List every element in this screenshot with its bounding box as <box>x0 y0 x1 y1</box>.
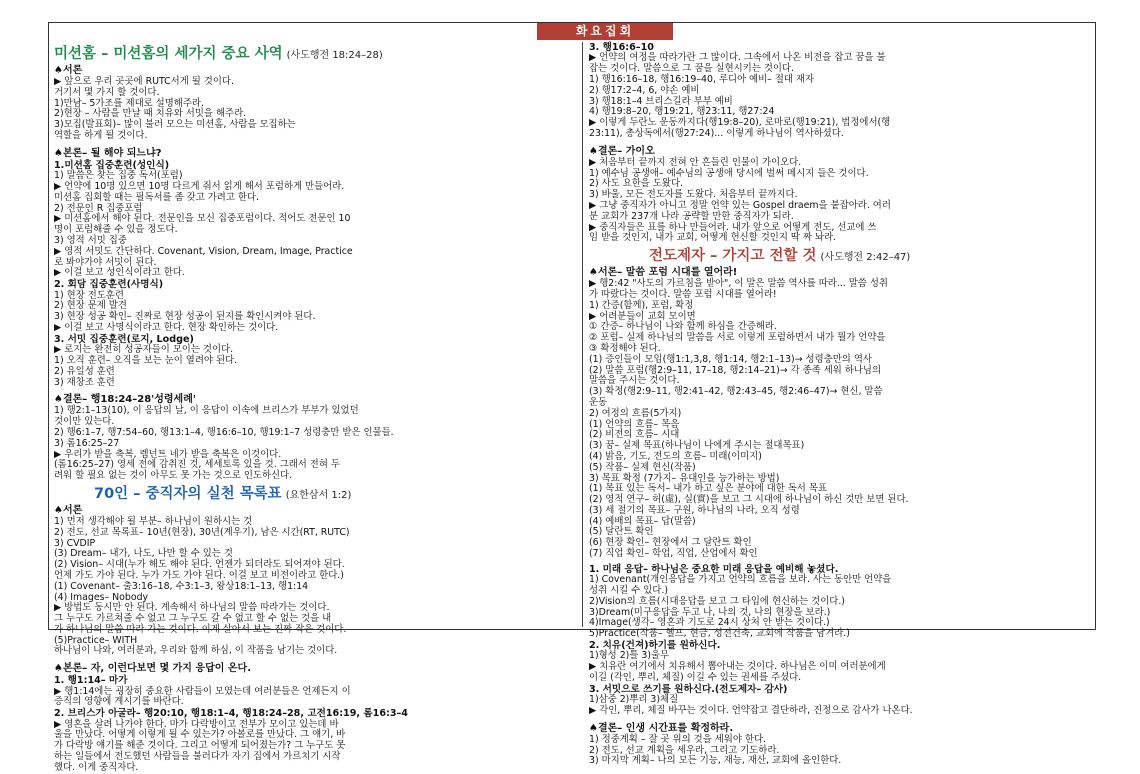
text-line: 잡는 것이다. 말씀으로 그 꿈을 실현시키는 것이다. <box>589 63 794 75</box>
subsection-label: 1.미션홈 집중훈련(성인식) <box>54 159 170 171</box>
text-line: ▶ 우리가 받을 축복, 렘넌트 네가 받을 축복은 이것이다. <box>54 448 282 460</box>
text-line: 증직의 영향에 계시기를 바란다. <box>54 696 184 708</box>
text-block <box>54 505 576 657</box>
text-line: (1) 목표 있는 독서– 내가 하고 싶은 분야에 대한 독서 목표 <box>589 483 827 495</box>
text-line: 3) 마지막 계획– 나의 모든 기능, 재능, 재산, 교회에 올인한다. <box>589 755 842 767</box>
text-line: 1) 예수님 공생애– 예수님의 공생애 당시에 벌써 메시지 들은 것이다. <box>589 167 869 179</box>
text-line: 하나님이 나와, 여러분과, 우리와 함께 하심, 이 작품을 남기는 것이다. <box>54 645 338 657</box>
text-line: ▶ 이렇게 두란노 운동까지다(행19:8–20), 로마로(행19:21), 법정에서(행 <box>589 117 891 129</box>
text-line: 1) 정중계획 – 잘 곳 위의 것을 세워야 한다. <box>589 733 766 745</box>
text-line: 3) CVDIP <box>54 537 96 549</box>
text-line: ▶ 각인, 뿌리, 체질 바꾸는 것이다. 언약잡고 결단하라, 진정으로 감사가 나온다. <box>589 705 913 717</box>
text-line: ▶ 영적 서밋도 간단하다. Covenant, Vision, Dream, Image, Practice <box>54 245 353 257</box>
text-line: 하는 일들에서 전도했던 사람들을 불러다가 자기 집에서 가르치기 시작 <box>54 751 341 763</box>
text-line: 2) 전문인 R 집중포럼 <box>54 202 143 214</box>
text-line: (5)Practice– WITH <box>54 634 138 646</box>
text-line: ③ 확정해야 된다. <box>589 342 661 354</box>
section-label: ♠결론– 인생 시간표를 확정하라. <box>589 722 734 734</box>
text-line: 역할을 하게 될 것이다. <box>54 129 148 141</box>
subsection-label: 2. 브리스가 아굴라– 행20:10, 행18:1–4, 행18:24–28, 고전16:19, 롬16:3–4 <box>54 708 408 720</box>
text-line: 울을 만났다. 어떻게 이렇게 될 수 있는가? 아볼로를 만났다. 그 얘기, 바 <box>54 729 346 741</box>
text-line: (3) 세 절기의 목표– 구원, 하나님의 나라, 오직 성령 <box>589 504 800 516</box>
text-line: (6) 현장 확인– 현장에서 그 달란트 확인 <box>589 537 752 549</box>
text-line: (1) Covenant– 출3:16–18, 수3:1–3, 왕상18:1–13, 행1:14 <box>54 580 309 592</box>
text-line: 2)현장 – 사람을 만날 때 치유와 서밋을 해주라. <box>54 108 247 120</box>
text-line: 3) 재창조 훈련 <box>54 376 115 388</box>
text-line: ▶ 영혼을 살려 나가야 한다. 마가 다락방이고 전부가 모이고 있는데 바 <box>54 718 339 730</box>
left-column <box>54 42 576 773</box>
text-block <box>589 723 1089 767</box>
text-line: (2) 영적 연구– 허(虛), 실(實)을 보고 그 시대에 하나님이 하신 것만 보면 된다. <box>589 494 909 506</box>
section-label: ♠본론– 될 해야 되느냐? <box>54 147 162 159</box>
text-line: 4)Image(생각– 영혼과 기도로 24시 상처 안 받는 것이다.) <box>589 617 830 629</box>
text-line: 1) 말씀은 찾는 집중 독서(포럼) <box>54 170 183 182</box>
text-line: 2) 전도, 선교 계획을 세우라, 그리고 기도하라. <box>589 744 780 756</box>
text-line: ▶ 언약의 여정을 따라가란 그 많이다. 그속에서 나온 비전을 잡고 꿈을 불 <box>589 52 886 64</box>
text-line: 1)형성 2)틀 3)울무 <box>589 650 670 662</box>
section-label: ♠서론 <box>54 65 83 76</box>
text-line: 3) 영적 서밋 집중 <box>54 234 127 246</box>
text-line: ▶ 어려분들이 교회 모이면 <box>589 310 696 322</box>
text-line: (3) 꿈– 실제 목표(하나님이 나에게 주시는 절대목표) <box>589 440 805 452</box>
text-line: 3)Dream(미구응답을 두고 나, 나의 것, 나의 현장을 보라.) <box>589 606 831 618</box>
subsection-label: 1. 행1:14– 마가 <box>54 675 128 687</box>
text-line: ▶ 처음부터 끝까지 전혀 안 흔들린 인물이 가이오다. <box>589 156 802 168</box>
heading-reference: (요한삼서 1:2) <box>285 489 352 501</box>
text-line: (5) 달란트 확인 <box>589 526 654 538</box>
heading-reference: (사도행전 2:42–47) <box>820 252 911 264</box>
text-line: 2) 현장 문제 발견 <box>54 300 127 312</box>
text-line: 2) 사도 요한을 도왔다. <box>589 178 683 190</box>
text-line: 2) 전도, 선교 목록표– 10년(현장), 30년(계우기), 남은 시간(RT, RUTC) <box>54 526 350 538</box>
text-line: 1)만남– 5가조를 제대로 설명해주라. <box>54 97 204 109</box>
text-line: 가 다락방 얘기를 해준 것이다. 그리고 어떻게 되어졌는가? 그 누구도 못 <box>54 740 346 752</box>
text-line: 말씀을 주시는 것이다. <box>589 375 680 387</box>
text-line: (3) 확정(행2:9–11, 행2:41–42, 행2:43–45, 행2:46–47)→ 현신, 말씀 <box>589 386 883 398</box>
text-line: (1) 증인들이 모임(행1:1,3,8, 행1:14, 행2:1–13)→ 성령충만의 역사 <box>589 353 872 365</box>
text-line: 1)삼중 2)뿌리 3)체질 <box>589 694 679 706</box>
section-heading-evangelism-disciple <box>589 245 1089 265</box>
bulletin-frame <box>48 22 1096 773</box>
text-line: 2)Vision의 흐름(시대응답을 보고 그 타입에 현신하는 것이다.) <box>589 595 845 607</box>
text-line: (롬16:25–27) 영세 전에 감취진 것, 세세토록 있을 것. 그래서 전혀 두 <box>54 459 340 471</box>
text-line: 것이만 있는다. <box>54 416 115 428</box>
text-line: (2) 말씀 포럼(행2:9–11, 17–18, 행2:14–21)→ 각 종족 세워 하나님의 <box>589 364 882 376</box>
text-line: 명이 포럼해줄 수 있을 정도다. <box>54 224 178 236</box>
text-line: 그 누구도 가르쳐줄 수 없고 그 누구도 갈 수 없고 할 수 없는 것을 내 <box>54 613 332 625</box>
text-line: ▶ 로지는 완전히 성공자들이 모이는 것이다. <box>54 344 234 356</box>
text-line: 1) 오직 훈련– 오직을 보는 눈이 열려야 된다. <box>54 354 238 366</box>
subsection-label: 1. 미래 응답– 하나님은 중요한 미래 응답을 예비해 놓셨다. <box>589 563 839 575</box>
page-title: 화요집회 <box>537 23 673 40</box>
text-block <box>54 65 576 142</box>
text-line: ① 간증– 하나님이 나와 함께 하심을 간증해라. <box>589 321 777 333</box>
text-line: 3) 현장 성공 확인– 진짜로 현장 성공이 된지를 확인시켜야 된다. <box>54 311 316 323</box>
text-line: 3) 바울, 모든 전도자를 도왔다. 처음부터 끝까지다. <box>589 189 798 201</box>
section-label: ♠서론– 말씀 포럼 시대를 열어라! <box>589 267 738 279</box>
text-line: 운동 <box>589 396 608 408</box>
text-line: 가 하나님의 말씀 따라 가는 것이다. 이게 살아서 보는 진짜 작은 것이다. <box>54 623 347 635</box>
subsection-label: 2. 치유(건져)하기를 원하신다. <box>589 640 721 652</box>
text-line: ▶ 그냥 중직자가 아니고 정말 언약 있는 Gospel draem을 붙잡아라. 여러 <box>589 199 891 211</box>
text-line: ▶ 방법도 동시만 안 된다. 계속해서 하나님의 말씀 따라가는 것이다. <box>54 602 330 614</box>
text-line: 3) 목표 확정 (7가지– 유대인을 능가하는 방법) <box>589 472 780 484</box>
text-line: 거기서 몇 가지 할 것이다. <box>54 86 160 98</box>
right-column <box>589 42 1089 767</box>
text-line: (3) Dream– 내가, 나도, 나만 할 수 있는 것 <box>54 548 233 560</box>
text-block <box>589 146 1089 244</box>
text-line: ▶ 앞으로 우리 곳곳에 RUTC서게 될 것이다. <box>54 76 234 87</box>
heading-reference: (사도행전 18:24–28) <box>286 50 383 61</box>
text-line: (7) 직업 확인– 학업, 직업, 산업에서 확인 <box>589 548 758 560</box>
text-line: (1) 언약의 흐름– 목음 <box>589 418 680 430</box>
text-block <box>54 663 576 773</box>
section-label: ♠결론– 가이오 <box>589 145 655 157</box>
text-line: 2) 여정의 흐름(5가지) <box>589 407 682 419</box>
text-line: 로 봐야가야 서밋이 된다. <box>54 256 157 268</box>
section-label: ♠서론 <box>54 504 83 516</box>
subsection-label: 3. 행16:6–10 <box>589 42 654 53</box>
text-line: (2) Vision– 시대(누가 해도 해야 된다. 언젠가 되더라도 되어져야 된다. <box>54 559 345 571</box>
text-line: 1) 먼저 생각해야 될 부분– 하나님이 원하시는 것 <box>54 515 253 527</box>
text-line: (4) Images– Nobody <box>54 591 149 603</box>
text-line: 가 따랐다는 것이다. 말씀 포럼 시대를 열어라! <box>589 288 777 300</box>
text-line: ▶ 미션홈에서 해야 된다. 전문인을 모신 집중포럼이다. 적어도 전문인 10 <box>54 213 351 225</box>
text-line: 23:11), 총상독에서(행27:24)... 이렇게 하나님이 역사하셨다. <box>589 127 844 139</box>
text-line: 3) 롬16:25–27 <box>54 437 120 449</box>
text-block <box>589 42 1089 140</box>
text-line: ② 포럼– 실제 하나님의 말씀을 서로 이렇게 포럼하면서 내가 뭘가 언약을 <box>589 332 886 344</box>
subsection-label: 3. 서밋 집중훈련(로지, Lodge) <box>54 333 194 345</box>
text-line: 분 교회가 237개 나라 공략할 만한 중직자가 되라. <box>589 210 794 222</box>
section-label: ♠본론– 자, 이런다보면 몇 가지 응답이 온다. <box>54 663 252 675</box>
text-line: 2) 행6:1–7, 행7:54–60, 행13:1–4, 행16:6–10, 행19:1–7 성령충만 받은 인물들. <box>54 426 394 438</box>
section-heading-mission-home <box>54 43 576 63</box>
text-line: ▶ 이걸 보고 성인식이라고 한다. <box>54 267 185 279</box>
text-line: ▶ 치유란 여기에서 치유해서 뽑아내는 것이다. 하나님은 이미 여러분에게 <box>589 661 886 673</box>
text-block <box>589 267 1089 560</box>
text-line: (2) 비전의 흐름– 시대 <box>589 429 680 441</box>
text-block <box>54 394 576 482</box>
text-line: 1) Covenant(개인응답을 가지고 언약의 흐름을 보라. 사는 동안만 언약을 <box>589 574 892 586</box>
text-line: 성취 시킬 수 있다.) <box>589 585 668 597</box>
text-line: 1) 현장 전도훈련 <box>54 289 124 301</box>
text-line: 2) 행17:2–4, 6, 야손 예비 <box>589 84 700 96</box>
text-line: ▶ 중직자들은 표를 하나 만들어라. 내가 앞으로 어떻게 전도, 선교에 쓰 <box>589 221 877 233</box>
text-line: 임 받을 것인지, 내가 교회, 어떻게 헌신할 것인지 딱 짜 놔라. <box>589 232 837 244</box>
text-line: ▶ 언약에 10명 있으면 10명 다르게 줘서 읽게 해서 포럼하게 만들어라. <box>54 180 345 192</box>
text-block <box>589 564 1089 717</box>
heading-title: 70인 – 중직자의 실천 목록표 <box>94 485 282 502</box>
subsection-label: 3. 서밋으로 쓰기를 원하신다.(전도제자– 감사) <box>589 683 788 695</box>
text-line: 미션홈 집회할 때는 필독서를 좀 갖고 가려고 한다. <box>54 191 259 203</box>
section-heading-70-leaders <box>54 483 576 503</box>
text-line: (5) 작품– 실제 현신(작품) <box>589 461 696 473</box>
text-line: 3)모집(발표회)– 많이 불러 모으는 미션홈, 사람을 모집하는 <box>54 119 296 131</box>
text-line: 1) 간증(함께), 포럼, 확정 <box>589 299 694 311</box>
text-line: 2) 유일성 훈련 <box>54 365 115 377</box>
text-line: ▶ 이걸 보고 사명식이라고 한다. 현장 확인하는 것이다. <box>54 321 279 333</box>
text-line: 5)Practice(작품– 헬프, 현금, 성전건축, 교회에 작품을 남겨라.) <box>589 628 850 640</box>
text-line: 했다. 이게 중직자다. <box>54 761 139 773</box>
heading-title: 미션홈 – 미션홈의 세가지 중요 사역 <box>54 46 283 62</box>
text-line: 3) 행18:1–4 브리스길라 부부 예비 <box>589 95 733 107</box>
text-line: ▶ 행2:42 "사도의 가르침을 받아", 이 말은 말씀 역사를 따라... 말씀 성취 <box>589 278 888 290</box>
text-line: 4) 행19:8–20, 행19:21, 행23:11, 행27:24 <box>589 106 775 118</box>
text-line: 이길 (각인, 뿌리, 체질) 이길 수 있는 권세를 주셨다. <box>589 672 802 684</box>
subsection-label: 2. 회담 집중훈련(사명식) <box>54 279 164 291</box>
text-line: 1) 행2:1–13(10), 이 응답의 날, 이 응답이 이속에 브리스가 부부가 있었던 <box>54 405 359 417</box>
heading-title: 전도제자 – 가지고 전할 것 <box>649 248 817 265</box>
section-label: ♠결론– 행18:24–28'성령세례' <box>54 394 196 406</box>
text-line: (4) 밝음, 기도, 전도의 흐름– 미래(이미지) <box>589 450 762 462</box>
column-divider <box>582 42 583 627</box>
text-block <box>54 148 576 389</box>
text-line: 1) 행16:16–18, 행16:19–40, 루디아 예비– 절대 재자 <box>589 74 815 85</box>
text-line: ▶ 행1:14에는 굉장히 중요한 사람들이 모였는데 여러분들은 언제든지 이 <box>54 685 351 697</box>
text-line: (4) 예배의 목표– 답(말씀) <box>589 515 696 527</box>
text-line: 려워 할 필요 없는 것이 아무도 못 가는 것으로 인도하신다. <box>54 470 293 482</box>
text-line: 언제 가도 가야 된다. 누가 가도 가야 된다. 이걸 보고 비전이라고 한다.) <box>54 569 344 581</box>
